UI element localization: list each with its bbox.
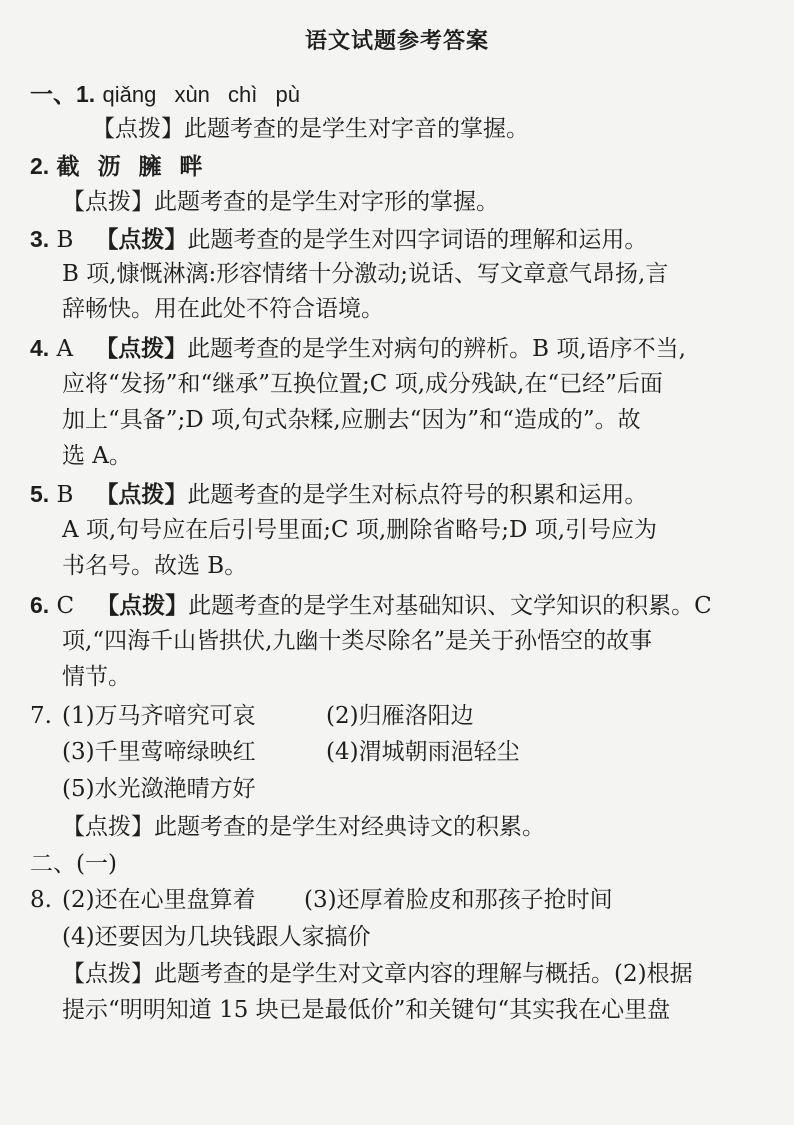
q6-choice: C	[56, 593, 75, 619]
q3-line-2: B 项,慷慨淋漓:形容情绪十分激动;说话、写文章意气昂扬,言	[62, 261, 669, 287]
q5-choice: B	[56, 482, 74, 508]
q8-line-1: 【点拨】此题考查的是学生对文章内容的理解与概括。(2)根据	[62, 961, 693, 987]
q1-pinyin: qiǎng xùn chì pù	[102, 82, 300, 107]
q5-tip-tag: 【点拨】	[95, 481, 188, 508]
q7-answer-2: (2)归雁洛阳边	[326, 703, 474, 729]
q4-line-4: 选 A。	[62, 443, 132, 469]
q1-tip: 【点拨】此题考查的是学生对字音的掌握。	[92, 116, 529, 142]
q6-tip-tag: 【点拨】	[96, 592, 189, 619]
page-title: 语文试题参考答案	[304, 28, 489, 54]
section-2-heading: 二、(一)	[30, 851, 117, 877]
q6-line-2: 项,“四海千山皆拱伏,九幽十类尽除名”是关于孙悟空的故事	[62, 628, 653, 654]
q8-answer-3: (3)还厚着脸皮和那孩子抢时间	[304, 887, 613, 913]
q6-line-1: 此题考查的是学生对基础知识、文学知识的积累。C	[188, 593, 712, 619]
q5-label: 5.	[30, 481, 50, 507]
q3-line-1: 此题考查的是学生对四字词语的理解和运用。	[187, 227, 648, 253]
q3-choice: B	[56, 227, 74, 253]
q7-tip: 【点拨】此题考查的是学生对经典诗文的积累。	[62, 814, 545, 840]
q2-tip: 【点拨】此题考查的是学生对字形的掌握。	[62, 189, 499, 215]
q8-answer-2: (2)还在心里盘算着	[62, 887, 256, 913]
q8-answer-4: (4)还要因为几块钱跟人家搞价	[62, 924, 371, 950]
q1-row	[30, 78, 300, 111]
q4-line-3: 加上“具备”;D 项,句式杂糅,应删去“因为”和“造成的”。故	[62, 407, 641, 433]
q4-line-1: 此题考查的是学生对病句的辨析。B 项,语序不当,	[187, 336, 686, 362]
q2-label: 2.	[30, 153, 50, 179]
q1-label: 一、1.	[30, 81, 96, 107]
q4-choice: A	[56, 336, 74, 362]
q7-answer-5: (5)水光潋滟晴方好	[62, 776, 256, 802]
q5-line-3: 书名号。故选 B。	[62, 553, 248, 579]
q5-line-2: A 项,句号应在后引号里面;C 项,删除省略号;D 项,引号应为	[62, 517, 658, 543]
q3-row	[30, 223, 647, 256]
q2-row	[30, 150, 203, 183]
q7-answer-3: (3)千里莺啼绿映红	[62, 739, 256, 765]
q3-line-3: 辞畅快。用在此处不符合语境。	[62, 296, 384, 322]
q4-row	[30, 332, 686, 365]
q6-line-3: 情节。	[62, 664, 131, 690]
q4-label: 4.	[30, 335, 50, 361]
q6-row	[30, 589, 712, 622]
q8-label: 8.	[30, 887, 52, 913]
q7-answer-4: (4)渭城朝雨浥轻尘	[326, 739, 520, 765]
q3-label: 3.	[30, 226, 50, 252]
q5-line-1: 此题考查的是学生对标点符号的积累和运用。	[187, 482, 648, 508]
q4-tip-tag: 【点拨】	[95, 335, 188, 362]
q8-line-2: 提示“明明知道 15 块已是最低价”和关键句“其实我在心里盘	[62, 997, 671, 1023]
q3-tip-tag: 【点拨】	[95, 226, 188, 253]
q6-label: 6.	[30, 592, 50, 618]
q5-row	[30, 478, 647, 511]
q7-label: 7.	[30, 703, 52, 729]
q2-answer: 截 沥 臃 畔	[56, 153, 203, 180]
q4-line-2: 应将“发扬”和“继承”互换位置;C 项,成分残缺,在“已经”后面	[62, 371, 663, 397]
q7-answer-1: (1)万马齐喑究可哀	[62, 703, 256, 729]
